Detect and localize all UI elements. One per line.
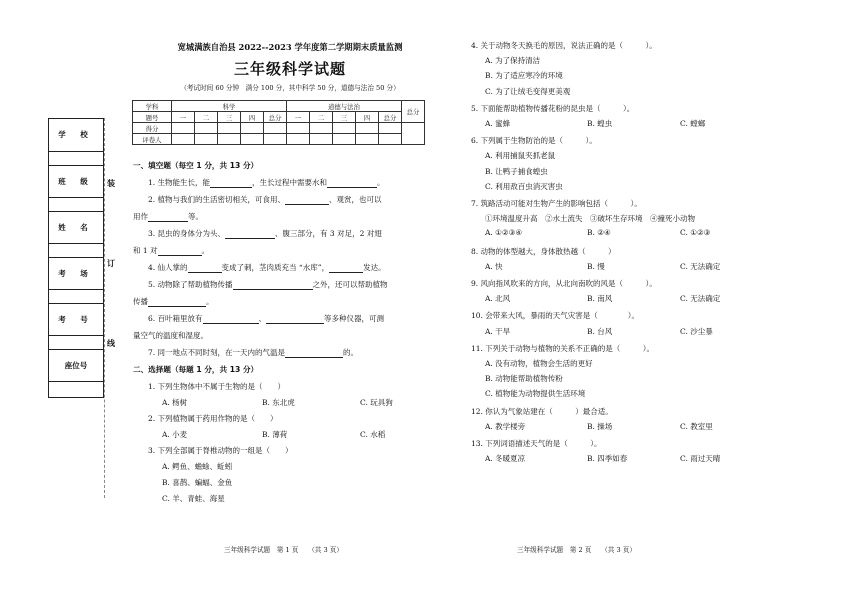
choice-option[interactable]: C. 玩具狗 [360, 398, 393, 407]
table-cell: 学科 [133, 101, 172, 112]
choice-option[interactable]: A. 小麦 [162, 430, 188, 439]
fill-question-1: 1. 生物能生长，能 ，生长过程中需要水和 。 [148, 178, 385, 187]
fill-question-5: 5. 动物除了帮助植物传播 之外，还可以帮助植物 [148, 280, 388, 289]
table-cell: 一 [287, 112, 310, 123]
score-cell[interactable] [333, 123, 356, 134]
binding-char-1: 装 [107, 179, 115, 188]
choice-question-4: 4. 关于动物冬天换毛的原因，说法正确的是（ ）。 [471, 41, 657, 50]
table-cell: 总分 [402, 101, 425, 123]
class-field[interactable]: 班 级 [49, 165, 103, 198]
answer-blank[interactable] [148, 213, 188, 222]
choice-question-13: 13. 下列词语描述天气的是（ ）。 [471, 439, 602, 448]
choice-question-2: 2. 下列植物属于药用作物的是（ ） [148, 414, 278, 423]
table-cell: 总分 [264, 112, 287, 123]
choice-question-8: 8. 动物的体型越大，身体散热越（ ） [471, 246, 616, 256]
choice-question-12: 12. 你认为气象站建在（ ）最合适。 [471, 406, 613, 416]
binding-char-3: 线 [107, 339, 115, 348]
choice-option[interactable]: B. 台风 [587, 326, 613, 336]
choice-option[interactable]: B. 喜鹊、蝙蝠、金鱼 [162, 478, 233, 487]
choice-question-10: 10. 会带来大风，暴雨的天气灾害是（ ）。 [471, 311, 640, 321]
answer-blank[interactable] [225, 230, 275, 239]
score-cell[interactable] [356, 123, 379, 134]
fill-question-7: 7. 同一地点不同时刻，在一天内的气温是 的。 [148, 348, 359, 357]
choice-option[interactable]: C. 无法确定 [680, 261, 721, 271]
choice-option[interactable]: B. 让鸭子捕食蝗虫 [485, 166, 548, 176]
choice-option[interactable]: B. 薄荷 [262, 430, 288, 439]
choice-option[interactable]: A. 干旱 [485, 326, 511, 336]
page-footer-right: 三年级科学试题 第 2 页 （共 3 页） [517, 546, 636, 554]
choice-option[interactable]: C. 利用敌百虫消灭害虫 [485, 181, 563, 191]
choice-option[interactable]: C. 雨过天晴 [680, 454, 721, 464]
grader-cell[interactable] [310, 134, 333, 145]
seat-number-blank[interactable] [49, 381, 103, 398]
score-cell[interactable] [218, 123, 241, 134]
score-cell[interactable] [287, 123, 310, 134]
choice-option[interactable]: A. 冬暖夏凉 [485, 454, 526, 464]
choice-question-7: 7. 筑路活动可能对生物产生的影响包括（ ）。 [471, 199, 642, 208]
exam-number-field[interactable]: 考 号 [49, 303, 103, 336]
table-row [133, 134, 425, 145]
choice-question-6: 6. 下列属于生物防治的是（ ）。 [471, 136, 597, 146]
fill-question-6: 6. 百叶箱里放有 、 等多种仪器，可测 [148, 314, 385, 323]
section1-heading: 一、填空题（每空 1 分，共 13 分） [133, 161, 259, 170]
table-cell: 总分 [379, 112, 402, 123]
answer-blank[interactable] [327, 179, 377, 188]
table-row [133, 123, 425, 134]
choice-option[interactable]: B. 南风 [587, 294, 613, 304]
answer-blank[interactable] [158, 247, 202, 256]
table-cell: 二 [195, 112, 218, 123]
choice-option[interactable]: C. 为了让绒毛变得更美观 [485, 86, 571, 96]
score-cell[interactable] [264, 123, 287, 134]
choice-option[interactable]: B. 四季如春 [587, 454, 628, 464]
table-cell: 道德与法治 [287, 101, 402, 112]
grader-cell[interactable] [356, 134, 379, 145]
grader-cell[interactable] [172, 134, 195, 145]
fill-question-2: 2. 植物与我们的生活密切相关，可食用、 、观赏，也可以 [148, 195, 382, 204]
score-cell[interactable] [172, 123, 195, 134]
score-table [132, 100, 425, 145]
choice-option[interactable]: B. 操场 [587, 421, 613, 431]
choice-option[interactable]: C. 无法确定 [680, 294, 721, 304]
answer-blank[interactable] [188, 264, 222, 273]
choice-option[interactable]: A. 教学楼旁 [485, 421, 526, 431]
choice-option[interactable]: B. 为了适应寒冷的环境 [485, 71, 563, 81]
exam-number-blank[interactable] [49, 335, 103, 350]
table-cell: 四 [241, 112, 264, 123]
school-blank[interactable] [49, 151, 103, 166]
table-cell: 科学 [172, 101, 287, 112]
choice-question-1: 1. 下列生物体中不属于生物的是（ ） [148, 382, 286, 391]
choice-option[interactable]: B. ②④ [587, 228, 611, 238]
class-blank[interactable] [49, 197, 103, 212]
choice-option[interactable]: A. ①②③④ [485, 228, 523, 238]
table-cell: 评卷人 [133, 134, 172, 145]
exam-room-blank[interactable] [49, 289, 103, 304]
choice-option[interactable]: A. 快 [485, 261, 503, 271]
table-cell: 一 [172, 112, 195, 123]
name-field[interactable]: 姓 名 [49, 211, 103, 244]
table-cell: 得分 [133, 123, 172, 134]
grader-cell[interactable] [195, 134, 218, 145]
page-footer-left: 三年级科学试题 第 1 页 （共 3 页） [224, 546, 343, 554]
answer-blank[interactable] [203, 315, 259, 324]
choice-question-9: 9. 风向指风吹来的方向，从北向南吹的风是（ ）。 [471, 279, 657, 288]
choice-option[interactable]: A. 蜜蜂 [485, 119, 511, 128]
exam-info: （考试时间 60 分钟 满分 100 分，其中科学 50 分，道德与法治 50 分） [180, 84, 400, 92]
choice-option[interactable]: A. 北风 [485, 294, 511, 304]
score-cell[interactable] [379, 123, 402, 134]
fill-question-4: 4. 仙人掌的 变成了刺，茎肉质充当 “水库”， 发达。 [148, 263, 386, 272]
choice-option[interactable]: C. 沙尘暴 [680, 326, 713, 336]
choice-option[interactable]: A. 为了保持清洁 [485, 56, 541, 66]
choice-question-11: 11. 下列关于动物与植物的关系不正确的是（ ）。 [471, 343, 655, 353]
choice-option[interactable]: C. 教室里 [680, 421, 713, 431]
answer-blank[interactable] [148, 298, 206, 307]
choice-option[interactable]: C. ①②③ [680, 228, 711, 238]
choice-option[interactable]: C. 水稻 [360, 430, 386, 439]
choice-option[interactable]: B. 慢 [587, 261, 605, 271]
choice-option[interactable]: A. 杨树 [162, 398, 188, 407]
choice-option[interactable]: A. 利用捕鼠夹抓老鼠 [485, 151, 556, 161]
score-cell[interactable] [195, 123, 218, 134]
choice-option[interactable]: A. 鳄鱼、蟾蜍、蚯蚓 [162, 462, 233, 471]
choice-option[interactable]: C. 螳螂 [680, 119, 706, 128]
answer-blank[interactable] [285, 349, 343, 358]
school-field[interactable]: 学 校 [58, 130, 94, 139]
score-cell[interactable] [241, 123, 264, 134]
name-blank[interactable] [49, 243, 103, 258]
grader-cell[interactable] [333, 134, 356, 145]
table-cell: 题号 [133, 112, 172, 123]
grader-cell[interactable] [264, 134, 287, 145]
answer-blank[interactable] [233, 281, 313, 290]
choice-option[interactable]: B. 蝗虫 [587, 119, 613, 128]
grader-cell[interactable] [218, 134, 241, 145]
table-cell: 二 [310, 112, 333, 123]
exam-room-field[interactable]: 考 场 [49, 257, 103, 290]
fill-question-3: 3. 昆虫的身体分为头、 、腹三部分，有 3 对足，2 对翅 [148, 229, 382, 238]
page-title: 三年级科学试题 [233, 60, 346, 78]
grader-cell[interactable] [241, 134, 264, 145]
answer-blank[interactable] [210, 179, 252, 188]
fill-question-5-cont: 传播 。 [133, 297, 214, 306]
choice-question-5: 5. 下面能帮助植物传播花粉的昆虫是（ ）。 [471, 103, 635, 113]
table-cell: 三 [333, 112, 356, 123]
answer-blank[interactable] [266, 315, 324, 324]
choice-question-3: 3. 下列全部属于脊椎动物的一组是（ ） [148, 446, 293, 455]
seat-number-field[interactable]: 座位号 [49, 349, 103, 382]
table-row [133, 112, 425, 123]
table-row [133, 101, 425, 112]
table-cell: 四 [356, 112, 379, 123]
choice-option[interactable]: C. 羊、青蛙、海星 [162, 494, 225, 503]
exam-name: 宽城满族自治县 2022--2023 学年度第二学期期末质量监测 [177, 42, 403, 52]
question-statements: ①环境温度升高 ②水土流失 ③破坏生存环境 ④撞死小动物 [485, 214, 695, 224]
fill-question-3-cont: 和 1 对 。 [133, 246, 210, 255]
binding-char-2: 订 [107, 259, 115, 268]
answer-blank[interactable] [329, 264, 363, 273]
score-cell[interactable] [310, 123, 333, 134]
answer-blank[interactable] [285, 196, 329, 205]
fill-question-6-cont: 量空气的温度和湿度。 [133, 331, 208, 340]
choice-option[interactable]: B. 东北虎 [262, 398, 295, 407]
fill-question-2-cont: 用作 等。 [133, 212, 203, 221]
choice-option[interactable]: B. 动物能帮助植物传粉 [485, 374, 563, 384]
student-info-box [48, 118, 104, 398]
choice-option[interactable]: A. 没有动物，植物会生活的更好 [485, 359, 593, 368]
total-score-cell[interactable] [402, 123, 425, 145]
table-cell: 三 [218, 112, 241, 123]
section2-heading: 二、选择题（每题 1 分，共 13 分） [133, 365, 259, 374]
grader-cell[interactable] [287, 134, 310, 145]
grader-cell[interactable] [379, 134, 402, 145]
binding-line [104, 118, 105, 498]
choice-option[interactable]: C. 植物能为动物提供生活环境 [485, 389, 586, 399]
